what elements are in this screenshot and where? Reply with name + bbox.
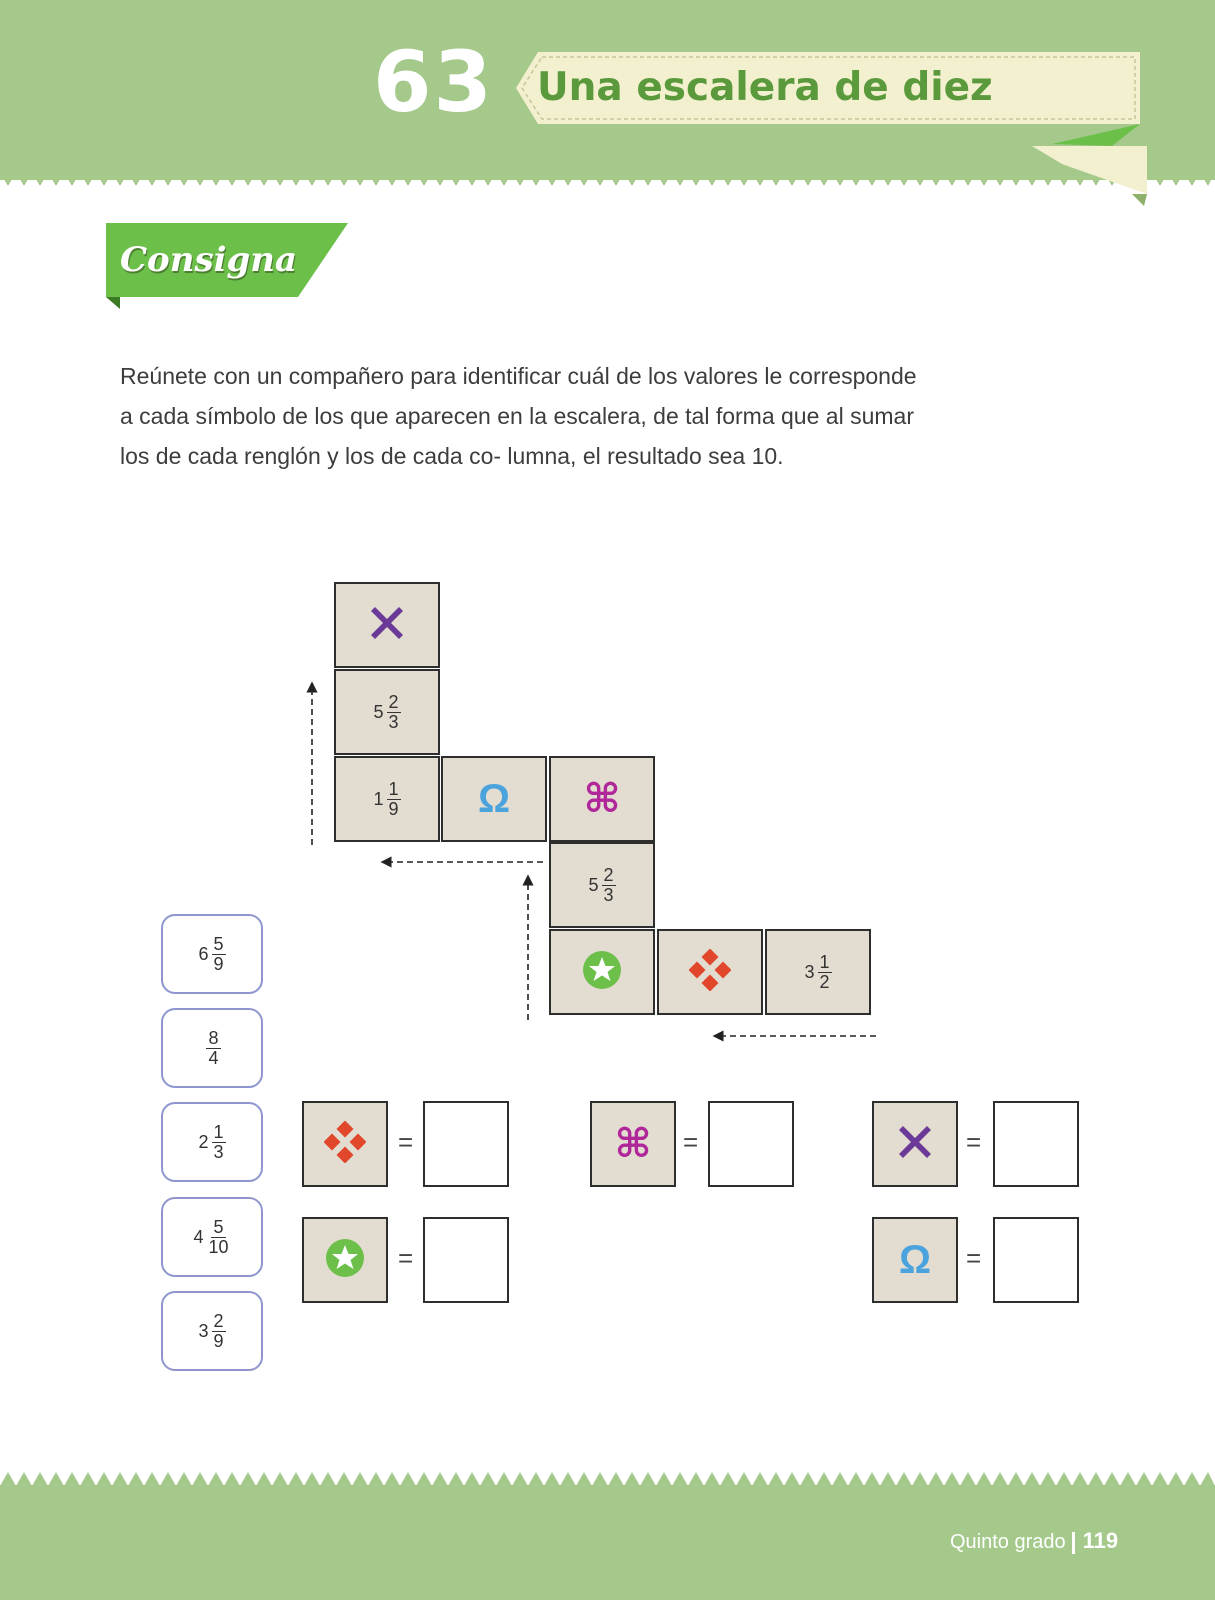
whole-part: 3 <box>804 961 815 982</box>
whole-part: 5 <box>373 701 384 722</box>
equation-symbol-diamond <box>302 1101 388 1187</box>
numerator: 1 <box>388 778 399 799</box>
numerator: 1 <box>213 1121 224 1142</box>
section-label: Consigna <box>120 240 298 280</box>
ladder-cell-cross <box>334 582 440 668</box>
numerator: 8 <box>208 1027 219 1048</box>
whole-part: 1 <box>373 788 384 809</box>
ladder-cell-diamond <box>657 929 763 1015</box>
ladder-cell-number <box>549 842 655 928</box>
grade-label: Quinto grado <box>950 1531 1066 1553</box>
denominator: 3 <box>213 1141 224 1162</box>
numerator: 5 <box>213 1216 224 1237</box>
ladder-cell-number <box>334 669 440 755</box>
equation-symbol-omega <box>872 1217 958 1303</box>
answer-box-diamond[interactable] <box>423 1101 509 1187</box>
equals-sign: = <box>966 1243 982 1273</box>
denominator: 2 <box>819 971 830 992</box>
instructions-text: Reúnete con un compañero para identificar cuál de los valores le corresponde a cada símbolo de los que aparecen en la escalera, de tal forma que al sumar los de cada renglón y los de cada co- lumna, el resultado sea 10. <box>120 363 917 469</box>
equals-sign: = <box>683 1127 699 1157</box>
numerator: 2 <box>213 1310 224 1331</box>
command-icon: ⌘ <box>583 777 621 821</box>
ladder-cell-command <box>549 756 655 842</box>
page-footer <box>950 1528 1118 1554</box>
answer-box-omega[interactable] <box>993 1217 1079 1303</box>
value-option <box>161 914 263 994</box>
lesson-number: 63 <box>373 33 494 131</box>
whole-part: 6 <box>198 943 209 964</box>
whole-part: 4 <box>193 1226 204 1247</box>
equation-symbol-cross <box>872 1101 958 1187</box>
equals-sign: = <box>398 1127 414 1157</box>
value-option <box>161 1102 263 1182</box>
whole-part: 2 <box>198 1131 209 1152</box>
diamond-flower-icon <box>324 1121 366 1168</box>
cross-icon <box>367 603 407 648</box>
denominator: 10 <box>208 1236 229 1257</box>
star-circle-icon <box>324 1237 366 1284</box>
value-option <box>161 1197 263 1277</box>
ladder-cell-omega <box>441 756 547 842</box>
star-circle-icon <box>581 949 623 996</box>
denominator: 9 <box>213 1330 224 1351</box>
diamond-flower-icon <box>689 949 731 996</box>
answer-box-cross[interactable] <box>993 1101 1079 1187</box>
footer-divider <box>1072 1532 1075 1554</box>
command-icon: ⌘ <box>614 1122 652 1166</box>
denominator: 3 <box>388 711 399 732</box>
answer-box-command[interactable] <box>708 1101 794 1187</box>
cross-icon <box>895 1122 935 1167</box>
lesson-title: Una escalera de diez <box>537 65 993 110</box>
numerator: 1 <box>819 951 830 972</box>
footer-zigzag-edge <box>0 1472 1215 1486</box>
equals-sign: = <box>398 1243 414 1273</box>
omega-icon: Ω <box>898 1238 932 1282</box>
equals-sign: = <box>966 1127 982 1157</box>
denominator: 9 <box>213 953 224 974</box>
page-number: 119 <box>1082 1528 1119 1553</box>
ladder-cell-number <box>765 929 871 1015</box>
value-option <box>161 1291 263 1371</box>
answer-box-star[interactable] <box>423 1217 509 1303</box>
numerator: 2 <box>388 691 399 712</box>
denominator: 9 <box>388 798 399 819</box>
numerator: 5 <box>213 933 224 954</box>
denominator: 4 <box>208 1047 219 1068</box>
denominator: 3 <box>603 884 614 905</box>
numerator: 2 <box>603 864 614 885</box>
value-option <box>161 1008 263 1088</box>
whole-part: 3 <box>198 1320 209 1341</box>
equation-symbol-command <box>590 1101 676 1187</box>
equation-symbol-star <box>302 1217 388 1303</box>
ladder-cell-number <box>334 756 440 842</box>
omega-icon: Ω <box>477 777 511 821</box>
ladder-cell-star <box>549 929 655 1015</box>
whole-part: 5 <box>588 874 599 895</box>
